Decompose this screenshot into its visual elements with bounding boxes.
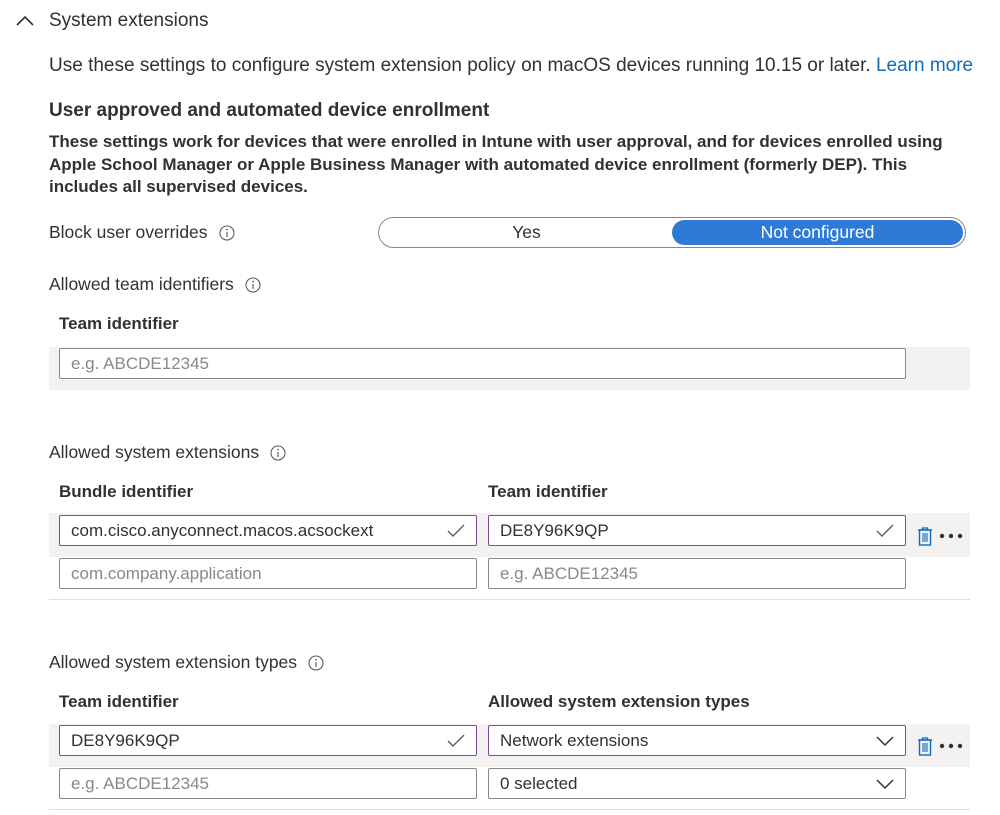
column-header-bundle-identifier: Bundle identifier xyxy=(59,482,194,501)
allowed-team-identifiers-label-row xyxy=(49,274,261,295)
divider xyxy=(49,599,970,600)
team-identifier-placeholder: e.g. ABCDE12345 xyxy=(71,353,209,373)
extension-types-value: Network extensions xyxy=(500,730,649,750)
section-header-system-extensions[interactable] xyxy=(14,6,208,36)
team-identifier-placeholder: e.g. ABCDE12345 xyxy=(71,773,209,793)
description-text: Use these settings to configure system extension policy on macOS devices running 10.15 or later. xyxy=(49,55,871,76)
new-types-team-identifier-input[interactable] xyxy=(59,768,477,799)
extension-types-selected-count: 0 selected xyxy=(500,773,578,793)
info-icon[interactable] xyxy=(270,445,286,461)
enrollment-paragraph: These settings work for devices that were enrolled in Intune with user approval, and for devices enrolled using Apple School Manager or Apple Business Manager with automated device enrollment (formerly DEP). This includes all supervised devices. xyxy=(49,132,943,196)
bundle-identifier-input[interactable] xyxy=(59,515,477,546)
checkmark-icon xyxy=(876,522,894,540)
allowed-extension-types-label-row xyxy=(49,652,324,673)
new-bundle-identifier-input[interactable] xyxy=(59,558,477,589)
more-icon[interactable] xyxy=(938,738,964,754)
info-icon[interactable] xyxy=(219,225,235,241)
team-identifier-input[interactable] xyxy=(59,348,906,379)
divider xyxy=(49,809,970,810)
types-team-identifier-input[interactable] xyxy=(59,725,477,756)
bundle-identifier-value: com.cisco.anyconnect.macos.acsockext xyxy=(71,520,374,540)
chevron-up-icon[interactable] xyxy=(14,10,36,32)
learn-more-link[interactable]: Learn more xyxy=(875,55,974,76)
block-user-overrides-label: Block user overrides xyxy=(49,222,208,242)
trash-icon[interactable] xyxy=(914,734,936,758)
info-icon[interactable] xyxy=(308,655,324,671)
extension-team-identifier-value: DE8Y96K9QP xyxy=(500,520,609,540)
allowed-extension-types-label: Allowed system extension types xyxy=(49,652,298,672)
new-extension-team-identifier-input[interactable] xyxy=(488,558,906,589)
bundle-identifier-placeholder: com.company.application xyxy=(71,563,262,583)
chevron-down-icon xyxy=(876,775,894,793)
checkmark-icon xyxy=(447,522,465,540)
toggle-option-not-configured[interactable]: Not configured xyxy=(672,220,963,245)
chevron-down-icon xyxy=(876,732,894,750)
checkmark-icon xyxy=(447,732,465,750)
allowed-system-extensions-label-row xyxy=(49,442,286,463)
column-header-allowed-extension-types: Allowed system extension types xyxy=(488,692,750,711)
more-icon[interactable] xyxy=(938,528,964,544)
new-extension-types-dropdown[interactable] xyxy=(488,768,906,799)
column-header-team-identifier: Team identifier xyxy=(59,314,179,333)
column-header-team-identifier: Team identifier xyxy=(59,692,179,711)
allowed-system-extensions-label: Allowed system extensions xyxy=(49,442,260,462)
trash-icon[interactable] xyxy=(914,524,936,548)
section-title: System extensions xyxy=(49,10,209,31)
column-header-team-identifier: Team identifier xyxy=(488,482,608,501)
toggle-option-yes[interactable]: Yes xyxy=(512,222,541,242)
enrollment-heading: User approved and automated device enrollment xyxy=(49,100,490,121)
info-icon[interactable] xyxy=(245,277,261,293)
block-user-overrides-label-row xyxy=(49,222,235,243)
block-user-overrides-toggle[interactable] xyxy=(378,217,966,248)
extension-team-identifier-input[interactable] xyxy=(488,515,906,546)
team-identifier-placeholder: e.g. ABCDE12345 xyxy=(500,563,638,583)
section-description xyxy=(49,55,973,77)
types-team-identifier-value: DE8Y96K9QP xyxy=(71,730,180,750)
allowed-team-identifiers-label: Allowed team identifiers xyxy=(49,274,234,294)
extension-types-dropdown[interactable] xyxy=(488,725,906,756)
